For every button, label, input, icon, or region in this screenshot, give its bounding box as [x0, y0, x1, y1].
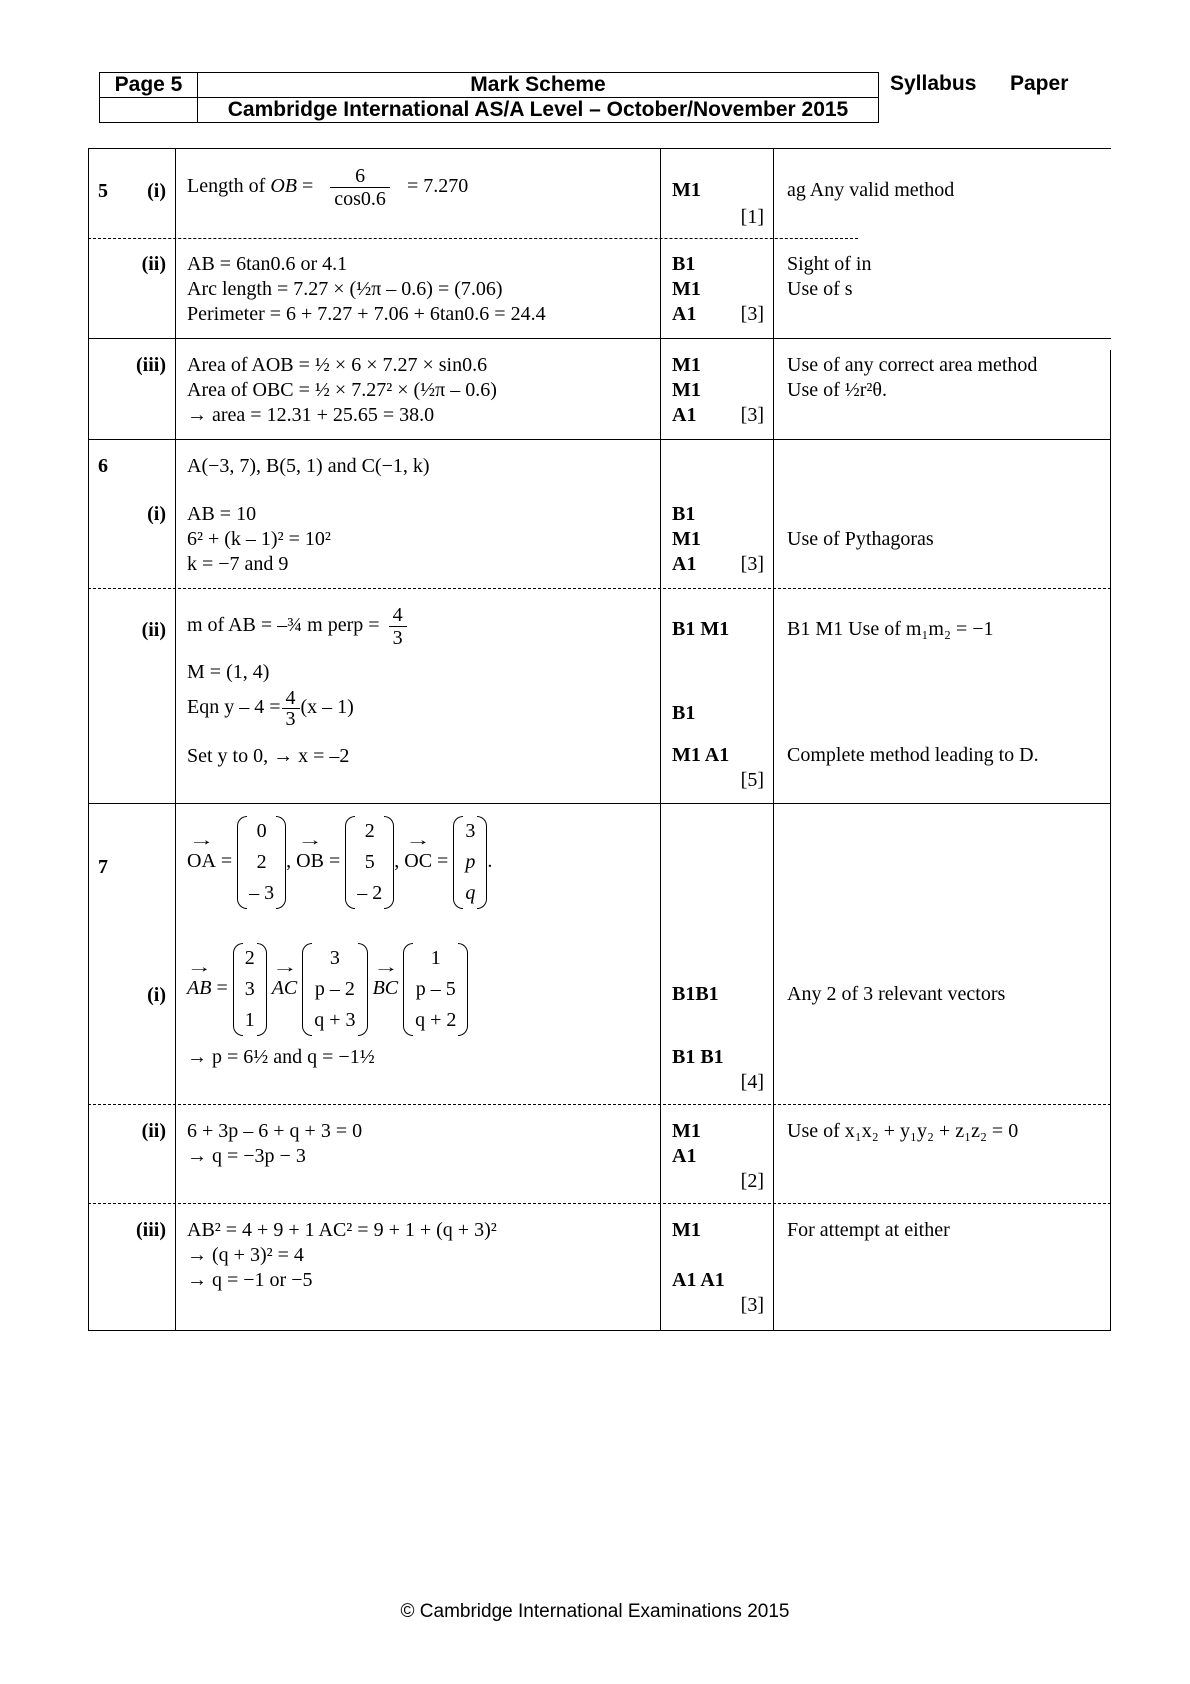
- answer-line: Eqn y – 4 =: [187, 696, 281, 719]
- answer-6ii-eqn: [187, 688, 354, 729]
- vector-entry: – 2: [357, 882, 383, 904]
- part-label: (ii): [141, 1120, 166, 1142]
- answer-line: Area of AOB = ½ × 6 × 7.27 × sin0.6: [187, 354, 488, 376]
- mark: A1: [672, 1145, 697, 1167]
- guidance: Use of Pythagoras: [787, 528, 934, 550]
- answer-line: m of AB = –¾ m perp =: [187, 614, 385, 637]
- mark: M1: [672, 1219, 701, 1241]
- mark: M1: [672, 354, 701, 376]
- fraction-numerator: 6: [355, 165, 366, 187]
- answer-5ii: [187, 252, 546, 327]
- vector-label-oa: → OA: [187, 846, 216, 873]
- answer-line: Perimeter = 6 + 7.27 + 7.06 + 6tan0.6 = 24.4: [187, 303, 546, 325]
- answer-7ii: [187, 1119, 362, 1169]
- question-7-vectors: → OA = 0 2 – 3 , → OB = 2 5 – 2 , → OC = 3 p q .: [187, 816, 492, 909]
- vector-entry: 2: [364, 820, 375, 842]
- row-line: [88, 803, 1111, 804]
- answer-6i: [187, 502, 331, 577]
- guidance: Use of x₁x₂ + y₁y₂ + z₁z₂ = 0: [787, 1120, 1019, 1142]
- marks-5iii: [672, 353, 701, 428]
- mark: M1 A1: [672, 744, 730, 766]
- mark: M1: [672, 278, 701, 300]
- page-number: Page 5: [100, 73, 198, 98]
- answer-line: M = (1, 4): [187, 661, 270, 683]
- col-line: [660, 148, 661, 1330]
- mark: M1: [672, 528, 701, 550]
- guidance: Any 2 of 3 relevant vectors: [787, 983, 1006, 1005]
- answer-5iii: [187, 353, 497, 428]
- mark: B1 M1: [672, 618, 730, 640]
- vector-ac: [302, 943, 367, 1036]
- part-label: (i): [147, 180, 166, 202]
- mark-total: [3]: [740, 303, 764, 325]
- answer-line: AB = 6tan0.6 or 4.1: [187, 253, 348, 275]
- guidance: B1 M1 Use of m₁m₂ = −1: [787, 618, 994, 640]
- mark: M1: [672, 179, 701, 201]
- equals: =: [296, 175, 319, 198]
- vector-entry: q: [465, 882, 476, 904]
- answer-line: k = −7 and 9: [187, 553, 289, 575]
- mark-total: [4]: [740, 1071, 764, 1093]
- guidance-line: Use of ½r²θ.: [787, 379, 887, 401]
- question-number-6: 6: [98, 455, 108, 477]
- row-line: [88, 588, 1111, 589]
- row-line: [88, 238, 858, 239]
- vector-entry: 2: [244, 947, 255, 969]
- col-line: [773, 148, 774, 1330]
- mark: B1 B1: [672, 1046, 724, 1068]
- vector-oc: [453, 816, 487, 909]
- footer-copyright: © Cambridge International Examinations 2015: [400, 1601, 790, 1622]
- part-label: (iii): [136, 1219, 166, 1241]
- vector-entry: 1: [430, 947, 441, 969]
- vector-entry: 0: [256, 820, 267, 842]
- answer-line: → q = −3p − 3: [187, 1145, 306, 1167]
- fraction-denominator: 3: [389, 626, 407, 649]
- answer-line: 6² + (k – 1)² = 10²: [187, 528, 331, 550]
- answer-line: Area of OBC = ½ × 7.27² × (½π – 0.6): [187, 379, 497, 401]
- row-line: [88, 1104, 1111, 1105]
- mark: M1: [672, 379, 701, 401]
- fraction: [282, 688, 300, 729]
- answer-6ii: [187, 604, 411, 649]
- mark-total: [3]: [740, 404, 764, 426]
- row-line: [88, 148, 1111, 149]
- part-label: (iii): [136, 354, 166, 376]
- mark-total: [3]: [740, 1294, 764, 1316]
- vector-entry: p – 5: [415, 978, 456, 1000]
- guidance: ag Any valid method: [787, 179, 955, 201]
- vector-entry: 3: [244, 978, 255, 1000]
- header-empty-cell: [100, 98, 198, 123]
- length-label: Length of: [187, 175, 271, 198]
- part-label: (i): [147, 503, 166, 525]
- header-subtitle: Cambridge International AS/A Level – October/November 2015: [198, 98, 879, 123]
- answer-line: Arc length = 7.27 × (½π – 0.6) = (7.06): [187, 278, 503, 300]
- question-6-intro: A(−3, 7), B(5, 1) and C(−1, k): [187, 455, 430, 477]
- header-title: Mark Scheme: [198, 73, 879, 98]
- mark-total: [3]: [740, 553, 764, 575]
- guidance-5ii: [787, 252, 871, 302]
- answer-line: AB² = 4 + 9 + 1 AC² = 9 + 1 + (q + 3)²: [187, 1219, 497, 1241]
- answer-line: (x – 1): [300, 696, 354, 719]
- mark: A1: [672, 303, 697, 325]
- answer-5i: [187, 165, 468, 210]
- vector-bc: [403, 943, 468, 1036]
- result: = 7.270: [406, 175, 469, 198]
- guidance-line: Use of s: [787, 278, 853, 300]
- fraction: [330, 165, 390, 210]
- vector-label-oc: → OC: [404, 846, 432, 873]
- mark: A1: [672, 553, 697, 575]
- mark: B1: [672, 503, 696, 525]
- guidance: For attempt at either: [787, 1219, 950, 1241]
- row-line: [88, 439, 1111, 440]
- answer-7i-vectors: → AB = 2 3 1 → AC 3 p – 2 q + 3 → BC 1 p – 5 q + 2: [187, 943, 468, 1036]
- vector-entry: q + 3: [314, 1009, 356, 1031]
- vector-entry: 2: [256, 851, 267, 873]
- vector-entry: 1: [244, 1009, 255, 1031]
- answer-line: → area = 12.31 + 25.65 = 38.0: [187, 404, 435, 426]
- answer-line: Set y to 0, → x = –2: [187, 745, 350, 767]
- vector-entry: 3: [329, 947, 340, 969]
- mark: B1B1: [672, 983, 719, 1005]
- mark: B1: [672, 702, 696, 724]
- fraction: [389, 604, 407, 649]
- col-line: [88, 148, 89, 1330]
- mark-total: [1]: [740, 206, 764, 228]
- vector-entry: p – 2: [314, 978, 355, 1000]
- vector-label-ob: → OB: [296, 846, 324, 873]
- question-number-7: 7: [98, 856, 108, 878]
- guidance-line: Sight of in: [787, 253, 872, 275]
- guidance-5iii: [787, 353, 1037, 403]
- vector-ab: [233, 943, 267, 1036]
- answer-line: 6 + 3p – 6 + q + 3 = 0: [187, 1120, 363, 1142]
- question-number-5: 5: [98, 180, 108, 202]
- mark: M1: [672, 1120, 701, 1142]
- mark: A1 A1: [672, 1269, 725, 1291]
- vector-entry: q + 2: [415, 1009, 457, 1031]
- vector-oa: [237, 816, 286, 909]
- marks-6i: [672, 502, 701, 577]
- mark: A1: [672, 404, 697, 426]
- mark-total: [2]: [740, 1170, 764, 1192]
- vector-label-bc: → BC: [373, 973, 399, 1000]
- vector-label-ac: → AC: [272, 973, 298, 1000]
- fraction-numerator: 4: [392, 604, 403, 626]
- fraction-denominator: 3: [282, 708, 300, 729]
- length-var: OB: [270, 175, 297, 198]
- vector-entry: 5: [364, 851, 375, 873]
- fraction-denominator: cos0.6: [330, 187, 390, 210]
- header-table: [99, 72, 879, 123]
- col-line: [1110, 350, 1111, 1330]
- vector-entry: p: [465, 851, 476, 873]
- guidance: Complete method leading to D.: [787, 744, 1039, 766]
- vector-entry: – 3: [249, 882, 275, 904]
- col-line: [175, 148, 176, 1330]
- marks-7ii: [672, 1119, 701, 1169]
- answer-7iii: [187, 1218, 497, 1293]
- header-paper: Paper: [1010, 72, 1069, 95]
- vector-ob: [345, 816, 394, 909]
- mark: B1: [672, 253, 696, 275]
- part-label: (ii): [141, 619, 166, 641]
- row-line: [88, 1203, 1111, 1204]
- part-label: (i): [147, 984, 166, 1006]
- answer-line: → p = 6½ and q = −1½: [187, 1046, 375, 1068]
- vector-entry: 3: [465, 820, 476, 842]
- answer-line: AB = 10: [187, 503, 257, 525]
- row-line: [88, 1330, 1111, 1331]
- mark-total: [5]: [740, 769, 764, 791]
- guidance-line: Use of any correct area method: [787, 354, 1038, 376]
- header-syllabus: Syllabus: [890, 72, 977, 95]
- vector-label-ab: → AB: [187, 973, 211, 1000]
- answer-line: → q = −1 or −5: [187, 1269, 313, 1291]
- fraction-numerator: 4: [285, 687, 296, 709]
- answer-line: → (q + 3)² = 4: [187, 1244, 304, 1266]
- row-line: [88, 338, 1111, 339]
- marks-5ii: [672, 252, 701, 327]
- part-label: (ii): [141, 253, 166, 275]
